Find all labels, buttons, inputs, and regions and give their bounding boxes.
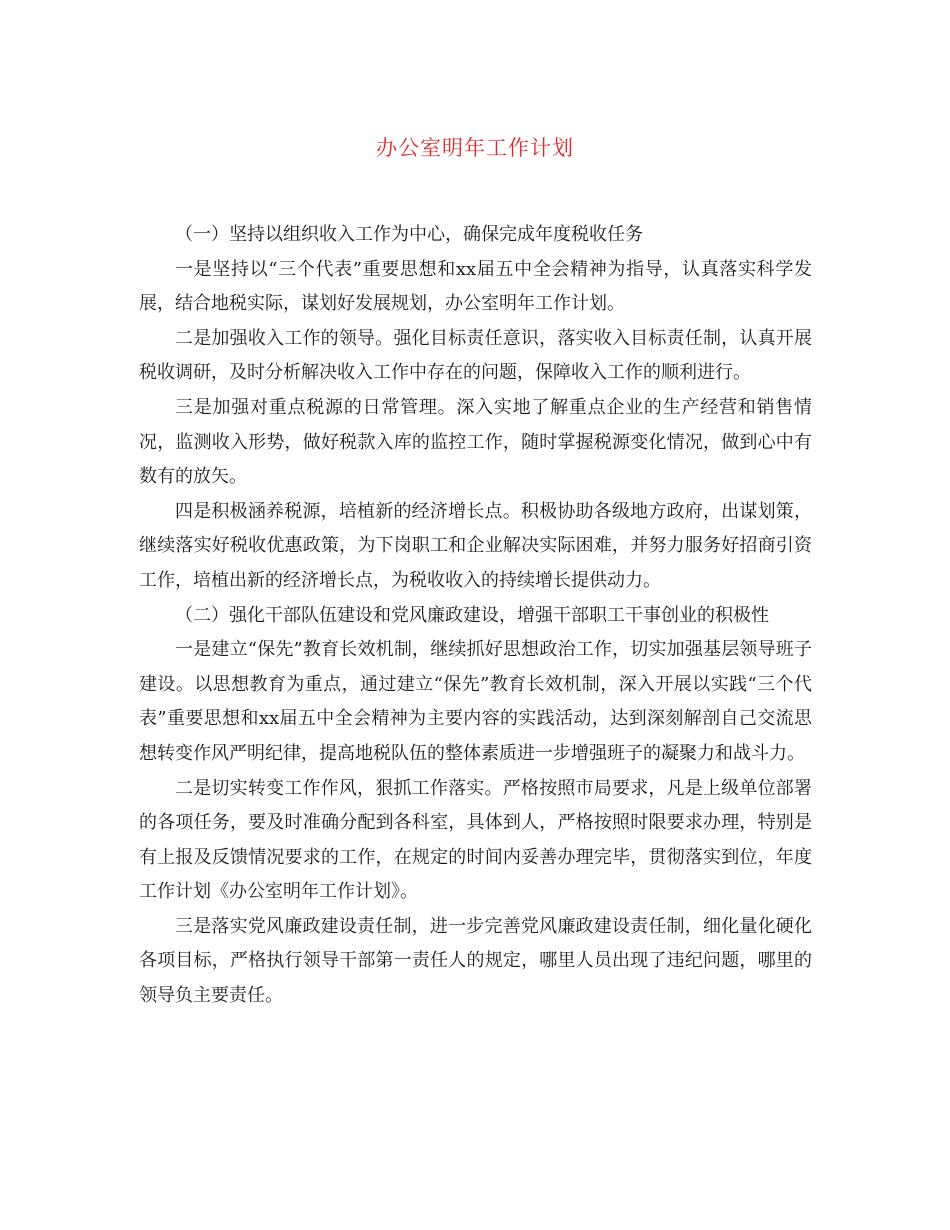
paragraph: 三是落实党风廉政建设责任制，进一步完善党风廉政建设责任制，细化量化硬化各项目标，严格执行领导干部第一责任人的规定，哪里人员出现了违纪问题，哪里的领导负主要责任。 bbox=[139, 915, 812, 1007]
section-heading-2: （二）强化干部队伍建设和党风廉政建设，增强干部职工干事创业的积极性 bbox=[175, 604, 769, 626]
paragraph: 四是积极涵养税源，培植新的经济增长点。积极协助各级地方政府，出谋划策，继续落实好税收优惠政策，为下岗职工和企业解决实际困难，并努力服务好招商引资工作，培植出新的经济增长点，为税收收入的持续增长提供动力。 bbox=[139, 500, 812, 591]
section-heading-1: （一）坚持以组织收入工作为中心，确保完成年度税收任务 bbox=[175, 224, 643, 245]
document-body bbox=[139, 218, 812, 1014]
paragraph: 一是坚持以“三个代表”重要思想和xx届五中全会精神为指导，认真落实科学发展，结合地税实际，谋划好发展规划，办公室明年工作计划。 bbox=[139, 258, 812, 315]
paragraph: 三是加强对重点税源的日常管理。深入实地了解重点企业的生产经营和销售情况，监测收入形势，做好税款入库的监控工作，随时掌握税源变化情况，做到心中有数有的放矢。 bbox=[139, 396, 812, 488]
paragraph: 二是切实转变工作作风，狠抓工作落实。严格按照市局要求，凡是上级单位部署的各项任务，要及时准确分配到各科室，具体到人，严格按照时限要求办理，特别是有上报及反馈情况要求的工作，在规定的时间内妥善办理完毕，贯彻落实到位，年度工作计划《办公室明年工作计划》。 bbox=[139, 777, 812, 903]
paragraph: 一是建立“保先”教育长效机制，继续抓好思想政治工作，切实加强基层领导班子建设。以思想教育为重点，通过建立“保先”教育长效机制，深入开展以实践“三个代表”重要思想和xx届五中全会精神为主要内容的实践活动，达到深刻解剖自己交流思想转变作风严明纪律，提高地税队伍的整体素质进一步增强班子的凝聚力和战斗力。 bbox=[139, 639, 812, 764]
document-title: 办公室明年工作计划 bbox=[376, 136, 574, 160]
paragraph: 二是加强收入工作的领导。强化目标责任意识，落实收入目标责任制，认真开展税收调研，及时分析解决收入工作中存在的问题，保障收入工作的顺利进行。 bbox=[139, 327, 812, 384]
